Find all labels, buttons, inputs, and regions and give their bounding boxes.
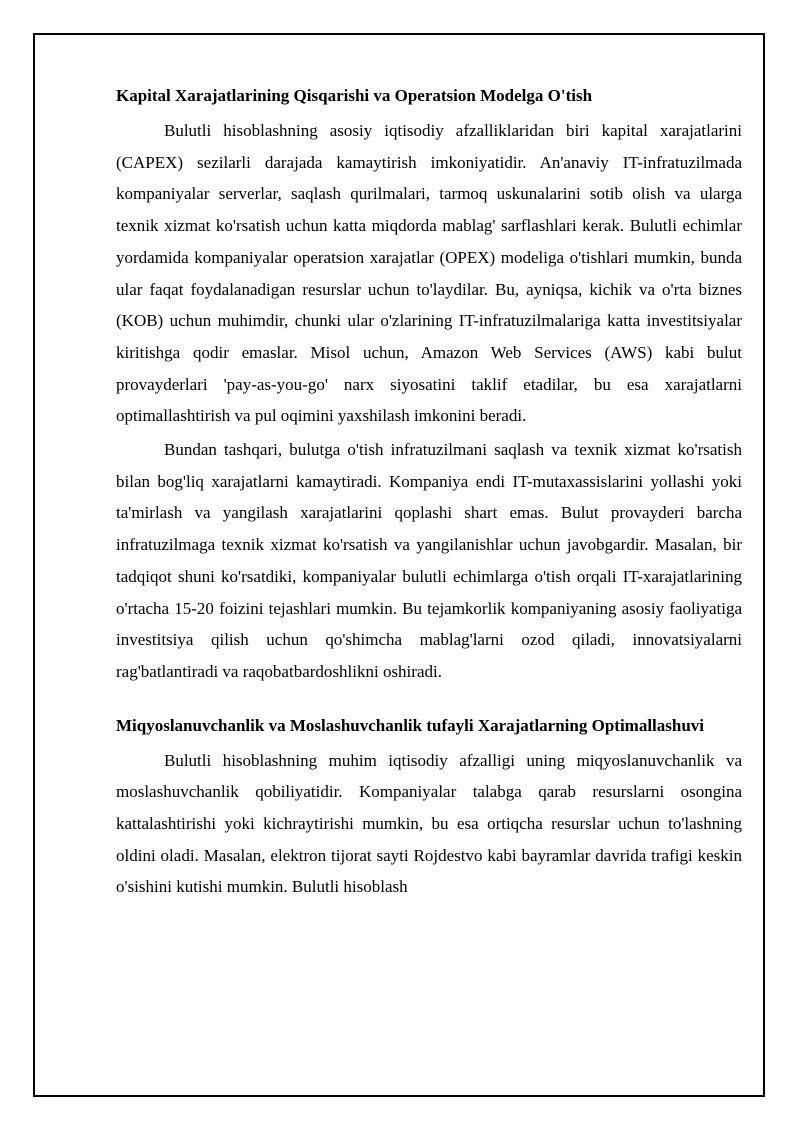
- section-heading-capex: Kapital Xarajatlarining Qisqarishi va Operatsion Modelga O'tish: [116, 86, 593, 105]
- paragraph: Bulutli hisoblashning asosiy iqtisodiy afzalliklaridan biri kapital xarajatlarini (CAPEX) sezilarli darajada kamaytirish imkoniyatidir. An'anaviy IT-infratuzilmada kompaniyalar serverlar, saqlash qurilmalari, tarmoq uskunalarini sotib olish va ularga texnik xizmat ko'rsatish uchun katta miqdorda mablag' sarflashlari kerak. Bulutli echimlar yordamida kompaniyalar operatsion xarajatlar (OPEX) modeliga o'tishlari mumkin, bunda ular faqat foydalanadigan resurslar uchun to'laydilar. Bu, ayniqsa, kichik va o'rta biznes (KOB) uchun muhimdir, chunki ular o'zlarining IT-infratuzilmalariga katta investitsiyalar kiritishga qodir emaslar. Misol uchun, Amazon Web Services (AWS) kabi bulut provayderlari 'pay-as-you-go' narx siyosatini taklif etadilar, bu esa xarajatlarni optimallashtirish va pul oqimini yaxshilash imkonini beradi.: [116, 121, 742, 426]
- document-body: [116, 84, 742, 905]
- section-heading-scalability: Miqyoslanuvchanlik va Moslashuvchanlik tufayli Xarajatlarning Optimallashuvi: [116, 715, 705, 735]
- paragraph: Bulutli hisoblashning muhim iqtisodiy afzalligi uning miqyoslanuvchanlik va moslashuvchanlik qobiliyatidir. Kompaniyalar talabga qarab resurslarni osongina kattalashtirishi yoki kichraytirishi mumkin, bu esa ortiqcha resurslar uchun to'lashning oldini oladi. Masalan, elektron tijorat sayti Rojdestvo kabi bayramlar davrida trafigi keskin o'sishini kutishi mumkin. Bulutli hisoblash: [116, 750, 742, 897]
- paragraph: Bundan tashqari, bulutga o'tish infratuzilmani saqlash va texnik xizmat ko'rsatish bilan bog'liq xarajatlarni kamaytiradi. Kompaniya endi IT-mutaxassislarini yollashi yoki ta'mirlash va yangilash xarajatlarini qoplashi shart emas. Bulut provayderi barcha infratuzilmaga texnik xizmat ko'rsatish va yangilanishlar uchun javobgardir. Masalan, bir tadqiqot shuni ko'rsatdiki, kompaniyalar bulutli echimlarga o'tish orqali IT-xarajatlarining o'rtacha 15-20 foizini tejashlari mumkin. Bu tejamkorlik kompaniyaning asosiy faoliyatiga investitsiya qilish uchun qo'shimcha mablag'larni ozod qiladi, innovatsiyalarni rag'batlantiradi va raqobatbardoshlikni oshiradi.: [116, 440, 742, 681]
